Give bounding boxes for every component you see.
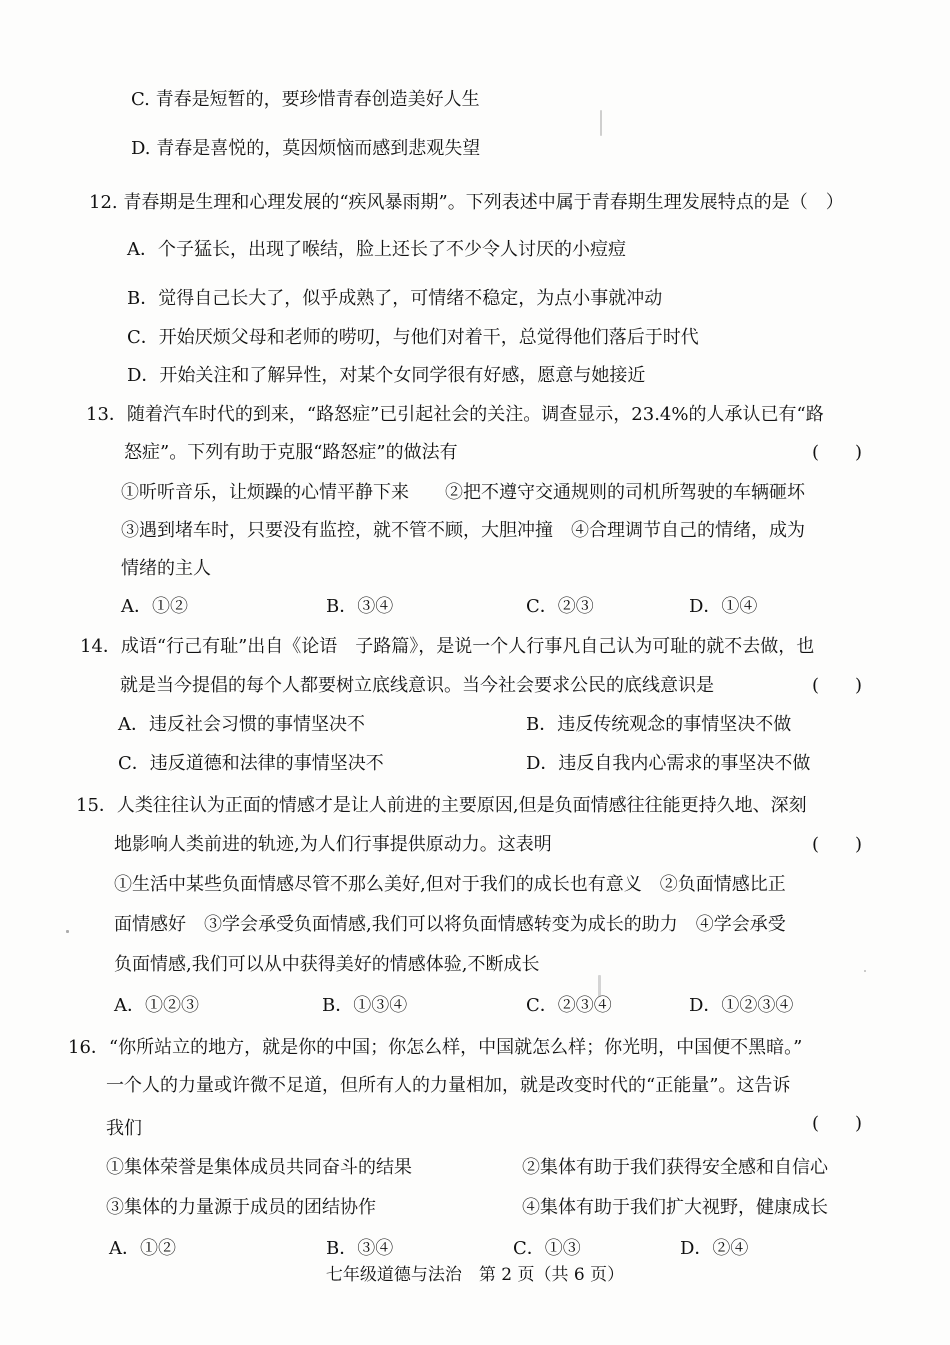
q15-option-a: A．①②③ xyxy=(114,995,199,1016)
q14-options-row-1 xyxy=(0,713,950,737)
q12-option-d: D．开始关注和了解异性，对某个女同学很有好感，愿意与她接近 xyxy=(127,365,646,386)
q13-options xyxy=(0,595,950,619)
q15-item-line-3: 负面情感,我们可以从中获得美好的情感体验,不断成长 xyxy=(114,954,540,975)
q16-item-4: ④集体有助于我们扩大视野，健康成长 xyxy=(522,1197,828,1218)
q16-option-a: A．①② xyxy=(109,1238,176,1259)
q14-answer-paren: ( ) xyxy=(812,675,863,696)
q13-stem-line-2: 怒症”。下列有助于克服“路怒症”的做法有 xyxy=(124,442,458,463)
q16-option-b: B．③④ xyxy=(326,1238,394,1259)
q16-stem-line-2: 一个人的力量或许微不足道，但所有人的力量相加，就是改变时代的“正能量”。这告诉 xyxy=(106,1075,791,1096)
q12-option-c: C．开始厌烦父母和老师的唠叨，与他们对着干，总觉得他们落后于时代 xyxy=(127,327,699,348)
q13-option-d: D．①④ xyxy=(689,596,758,617)
q12-option-a: A．个子猛长，出现了喉结，脸上还长了不少令人讨厌的小痘痘 xyxy=(127,239,626,260)
q14-stem-line-2: 就是当今提倡的每个人都要树立底线意识。当今社会要求公民的底线意识是 xyxy=(120,675,714,696)
q16-stem-line-3: 我们 xyxy=(106,1118,142,1139)
q13-item-line-3: 情绪的主人 xyxy=(121,558,211,579)
q11-option-d: D. 青春是喜悦的，莫因烦恼而感到悲观失望 xyxy=(131,138,481,159)
q14-option-a: A．违反社会习惯的事情坚决不 xyxy=(118,714,365,735)
q15-option-b: B．①③④ xyxy=(322,995,408,1016)
q16-items-row-1 xyxy=(0,1156,950,1180)
q15-answer-paren: ( ) xyxy=(812,834,863,855)
q16-answer-paren: ( ) xyxy=(812,1113,863,1134)
q13-option-a: A．①② xyxy=(121,596,188,617)
q13-option-b: B．③④ xyxy=(326,596,394,617)
q12-option-b: B．觉得自己长大了，似乎成熟了，可情绪不稳定，为点小事就冲动 xyxy=(127,288,663,309)
q14-option-b: B．违反传统观念的事情坚决不做 xyxy=(526,714,792,735)
scan-speck xyxy=(66,930,69,933)
page-footer: 七年级道德与法治 第 2 页（共 6 页） xyxy=(325,1265,625,1285)
q15-options xyxy=(0,994,950,1018)
q15-item-line-1: ①生活中某些负面情感尽管不那么美好,但对于我们的成长也有意义 ②负面情感比正 xyxy=(114,874,786,895)
q13-answer-paren: ( ) xyxy=(812,442,863,463)
q13-item-line-2: ③遇到堵车时，只要没有监控，就不管不顾，大胆冲撞 ④合理调节自己的情绪，成为 xyxy=(121,520,805,541)
q16-item-2: ②集体有助于我们获得安全感和自信心 xyxy=(522,1157,828,1178)
scan-speck xyxy=(600,110,602,136)
q15-stem-line-1: 15．人类往往认为正面的情感才是让人前进的主要原因,但是负面情感往往能更持久地、深刻 xyxy=(76,795,807,816)
q16-stem-line-1: 16．“你所站立的地方，就是你的中国；你怎么样，中国就怎么样；你光明，中国便不黑暗。” xyxy=(68,1037,803,1058)
q13-option-c: C．②③ xyxy=(526,596,594,617)
q14-option-c: C．违反道德和法律的事情坚决不 xyxy=(118,753,384,774)
scan-speck xyxy=(598,975,601,997)
scan-speck xyxy=(864,970,866,972)
q13-stem-line-1: 13．随着汽车时代的到来，“路怒症”已引起社会的关注。调查显示，23.4%的人承认已有“路 xyxy=(86,404,824,425)
q11-option-c: C. 青春是短暂的，要珍惜青春创造美好人生 xyxy=(131,89,480,110)
q15-option-c: C．②③④ xyxy=(526,995,612,1016)
q15-item-line-2: 面情感好 ③学会承受负面情感,我们可以将负面情感转变为成长的助力 ④学会承受 xyxy=(114,914,786,935)
q16-items-row-2 xyxy=(0,1196,950,1220)
q16-options xyxy=(0,1237,950,1261)
q14-options-row-2 xyxy=(0,752,950,776)
q15-stem-line-2: 地影响人类前进的轨迹,为人们行事提供原动力。这表明 xyxy=(114,834,552,855)
q14-stem-line-1: 14．成语“行己有耻”出自《论语 子路篇》，是说一个人行事凡自己认为可耻的就不去做，也 xyxy=(80,636,815,657)
q14-option-d: D．违反自我内心需求的事坚决不做 xyxy=(526,753,811,774)
q16-item-3: ③集体的力量源于成员的团结协作 xyxy=(106,1197,376,1218)
q16-item-1: ①集体荣誉是集体成员共同奋斗的结果 xyxy=(106,1157,412,1178)
q12-stem: 12. 青春期是生理和心理发展的“疾风暴雨期”。下列表述中属于青春期生理发展特点的是（ ） xyxy=(89,192,844,213)
q13-item-line-1: ①听听音乐，让烦躁的心情平静下来 ②把不遵守交通规则的司机所驾驶的车辆砸坏 xyxy=(121,482,805,503)
q16-option-d: D．②④ xyxy=(680,1238,749,1259)
q16-option-c: C．①③ xyxy=(513,1238,581,1259)
q15-option-d: D．①②③④ xyxy=(689,995,794,1016)
